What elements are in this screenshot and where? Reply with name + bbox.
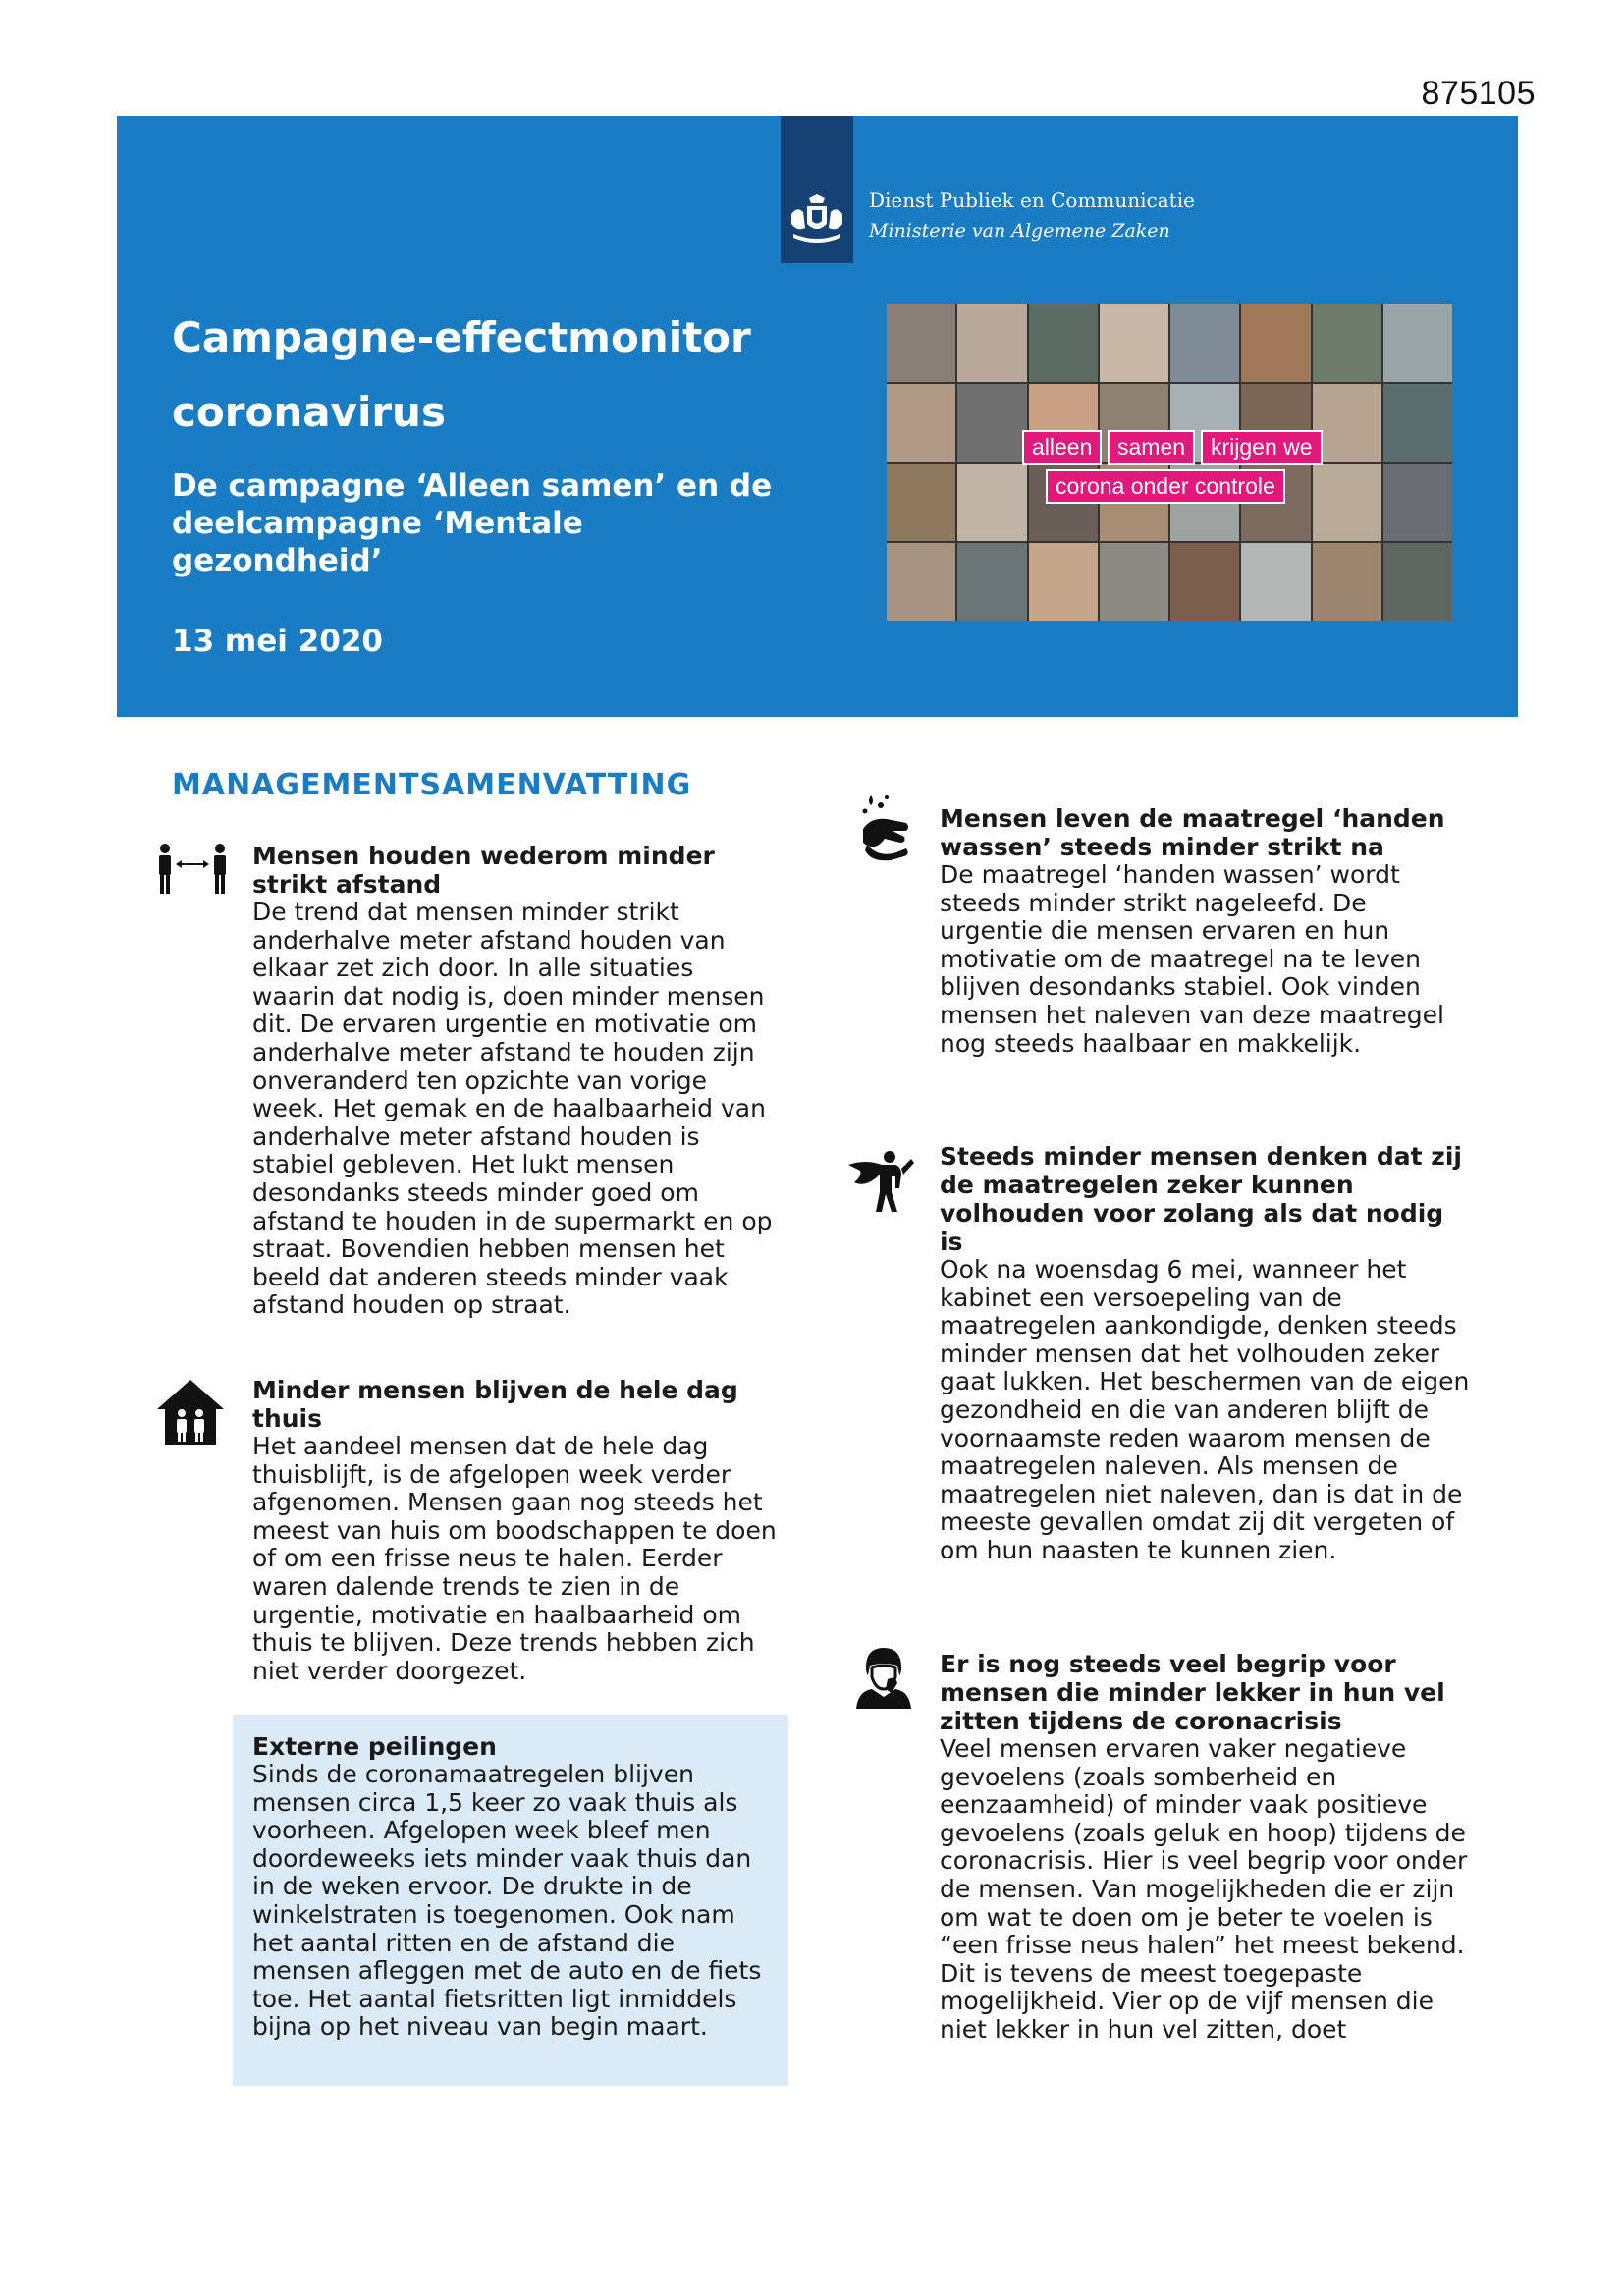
- coat-of-arms-icon: [787, 194, 846, 246]
- worried-person-icon: [852, 1646, 913, 1711]
- campaign-slogan: [887, 304, 1452, 621]
- summary-item-perseverance: [940, 1142, 1470, 1565]
- rijksoverheid-logo: [781, 116, 853, 263]
- item-text: Ook na woensdag 6 mei, wanneer het kabinet een versoepeling van de maatregelen aankondigde, denken steeds minder mensen dat het volhouden zeker gaat lukken. Het beschermen van de eigen gezondheid en die van anderen blijft de voornaamste reden waarom mensen de maatregelen naleven. Als mensen de maatregelen niet naleven, dan is dat in de meeste gevallen omdat zij dit vergeten of om hun naasten te kunnen zien.: [940, 1255, 1470, 1564]
- callout-text: Sinds de coronamaatregelen blijven mensen circa 1,5 keer zo vaak thuis als voorheen. Afgelopen week bleef men doordeweeks iets minder vaak thuis dan in de weken ervoor. De drukte in de winkelstraten is toegenomen. Ook nam het aantal ritten en de afstand die mensen afleggen met de auto en de fiets toe. Het aantal fietsritten ligt inmiddels bijna op het niveau van begin maart.: [252, 1760, 762, 2042]
- page-subtitle: De campagne ‘Alleen samen’ en de deelcampagne ‘Mentale gezondheid’: [172, 468, 773, 578]
- document-number: 875105: [1421, 75, 1536, 112]
- item-title: Steeds minder mensen denken dat zij de maatregelen zeker kunnen volhouden voor zolang als dat nodig is: [940, 1142, 1462, 1256]
- distance-icon: [155, 843, 230, 898]
- slogan-corona-onder-controle: corona onder controle: [1046, 469, 1285, 504]
- item-title: Mensen leven de maatregel ‘handen wassen’ steeds minder strikt na: [940, 804, 1445, 861]
- item-text: De trend dat mensen minder strikt anderhalve meter afstand houden van elkaar zet zich door. In alle situaties waarin dat nodig is, doen minder mensen dit. De ervaren urgentie en motivatie om anderhalve meter afstand te houden zijn onveranderd ten opzichte van vorige week. Het gemak en de haalbaarheid van anderhalve meter afstand houden is stabiel gebleven. Het lukt mensen desondanks steeds minder goed om afstand te houden in de supermarkt en op straat. Bovendien hebben mensen het beeld dat anderen steeds minder vaak afstand houden op straat.: [252, 898, 773, 1320]
- publication-date: 13 mei 2020: [172, 624, 383, 659]
- superhero-icon: [846, 1149, 915, 1214]
- cover-header: [117, 116, 1518, 717]
- item-title: Mensen houden wederom minder strikt afstand: [252, 842, 715, 899]
- summary-item-distance: [252, 842, 783, 1320]
- item-title: Minder mensen blijven de hele dag thuis: [252, 1376, 738, 1433]
- summary-item-stay-home: [252, 1376, 783, 1685]
- slogan-samen: samen: [1108, 430, 1195, 465]
- callout-title: Externe peilingen: [252, 1732, 497, 1761]
- org-line-2: Ministerie van Algemene Zaken: [869, 220, 1170, 242]
- item-text: Veel mensen ervaren vaker negatieve gevoelens (zoals somberheid en eenzaamheid) of minder vaak positieve gevoelens (zoals geluk en hoop) tijdens de coronacrisis. Hier is veel begrip voor onder de mensen. Van mogelijkheden die er zijn om wat te doen om je beter te voelen is “een frisse neus halen” het meest bekend. Dit is tevens de meest toegepaste mogelijkheid. Vier op de vijf mensen die niet lekker in hun vel zitten, doet: [940, 1734, 1468, 2044]
- item-text: De maatregel ‘handen wassen’ wordt steeds minder strikt nageleefd. De urgentie die mensen ervaren en hun motivatie om de maatregel na te leven blijven desondanks stabiel. Ook vinden mensen het naleven van deze maatregel nog steeds haalbaar en makkelijk.: [940, 860, 1444, 1058]
- page-title: Campagne-effectmonitor coronavirus: [172, 313, 751, 436]
- item-title: Er is nog steeds veel begrip voor mensen die minder lekker in hun vel zitten tijdens de coronacrisis: [940, 1650, 1445, 1735]
- summary-item-hand-washing: [940, 804, 1470, 1058]
- hand-washing-icon: [857, 793, 912, 862]
- summary-item-mental-health: [940, 1650, 1470, 2045]
- stay-home-icon: [155, 1378, 226, 1447]
- slogan-alleen: alleen: [1022, 430, 1102, 465]
- item-text: Het aandeel mensen dat de hele dag thuisblijft, is de afgelopen week verder afgenomen. Mensen gaan nog steeds het meest van huis om boodschappen te doen of om een frisse neus te halen. Eerder waren dalende trends te zien in de urgentie, motivatie en haalbaarheid om thuis te blijven. Deze trends hebben zich niet verder doorgezet.: [252, 1432, 777, 1685]
- external-polls-box: [233, 1715, 788, 2086]
- section-heading: MANAGEMENTSAMENVATTING: [172, 768, 692, 802]
- organisation-name: [869, 189, 1195, 242]
- org-line-1: Dienst Publiek en Communicatie: [869, 189, 1195, 212]
- slogan-krijgen-we: krijgen we: [1201, 430, 1323, 465]
